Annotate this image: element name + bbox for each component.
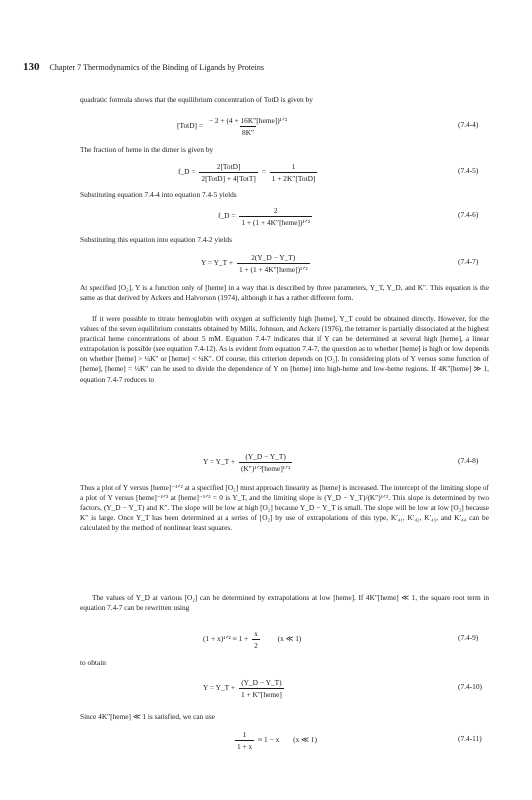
running-title: Chapter 7 Thermodynamics of the Binding of Ligands by Proteins (49, 63, 265, 72)
eq-fraction (235, 730, 254, 751)
eq-denominator: 8K″ (242, 128, 255, 137)
eq-lhs: f_D = (178, 167, 196, 177)
eq-lhs: Y = Y_T + (203, 683, 236, 693)
eq-denominator: 2[TotD] + 4[TotT] (201, 174, 256, 183)
eq-fraction (237, 253, 310, 274)
eq-lhs: (1 + x)¹ᐟ² ≈ 1 + (203, 634, 249, 644)
eq-denominator: 1 + (1 + 4K″[heme])¹ᐟ² (241, 218, 311, 227)
eq-fraction (239, 452, 292, 473)
equation-number: (7.4-10) (458, 682, 483, 691)
eq-lhs: Y = Y_T + (203, 457, 236, 467)
eq-condition: (x ≪ 1) (293, 735, 317, 745)
paragraph-8: The values of Y_D at various [O₂] can be determined by extrapolations at low [heme]. If 4K″[heme] ≪ 1, the square root term in equation 7.4-7 can be rewritten using (80, 593, 489, 613)
eq-numerator: 2 (273, 206, 278, 215)
eq-fraction (270, 162, 318, 183)
eq-equals: = (261, 167, 266, 177)
equation-7-4-9 (203, 629, 301, 650)
eq-numerator: (Y_D − Y_T) (241, 678, 282, 687)
eq-numerator: (Y_D − Y_T) (245, 452, 286, 461)
eq-numerator: 1 (291, 162, 296, 171)
eq-numerator: x (254, 629, 258, 638)
eq-lhs: f_D = (218, 211, 236, 221)
paragraph-5: At specified [O₂], Y is a function only of [heme] in a way that is described by three parameters, Y_T, Y_D, and K″. This equation is the same as that derived by Ackers and Halvorson (1974), although it has a rather different form. (80, 283, 489, 303)
eq-fraction (207, 116, 289, 137)
equation-number: (7.4-9) (458, 633, 479, 642)
eq-fraction (199, 162, 257, 183)
page-number: 130 (23, 61, 40, 73)
eq-fraction (239, 678, 284, 699)
paragraph-6: If it were possible to titrate hemoglobin with oxygen at sufficiently high [heme], Y_T could be obtained directly. However, for the values of the seven equilibrium constants obtained by Mills, Johnson, and Ackers (1976), the tetramer is partially dissociated at the highest practical heme concentrations of about 5 mM. Equation 7.4-7 indicates that if Y can be determined at several high [heme], a linear extrapolation is possible (see equation 7.4-12). As is evident from equation 7.4-7, the question as to whether [heme] is high or low depends on whether [heme] > ¼K″ or [heme] < ¼K″. Of course, this criterion depends on [O₂]. In considering plots of Y versus some function of [heme], [heme] = ¼K″ can be used to divide the dependence of Y on [heme] into high-heme and low-heme regions. If 4K″[heme] ≫ 1, equation 7.4-7 reduces to (80, 314, 489, 384)
equation-number: (7.4-11) (458, 734, 482, 743)
paragraph-4: Substituting this equation into equation 7.4-2 yields (80, 235, 232, 244)
eq-denominator: 1 + (1 + 4K″[heme])¹ᐟ² (238, 265, 308, 274)
eq-denominator: 2 (254, 641, 258, 650)
equation-7-4-5 (178, 162, 319, 183)
equation-7-4-11 (233, 730, 317, 751)
eq-condition: (x ≪ 1) (277, 634, 302, 644)
eq-numerator: 2[TotD] (216, 162, 241, 171)
eq-denominator: 1 + x (237, 742, 253, 751)
paragraph-2: The fraction of heme in the dimer is given by (80, 145, 214, 154)
paragraph-9: to obtain (80, 658, 106, 667)
eq-numerator: − 2 + (4 + 16K″[heme])¹ᐟ² (208, 116, 288, 125)
equation-number: (7.4-6) (458, 210, 479, 219)
eq-lhs: [TotD] = (177, 121, 204, 131)
equation-7-4-8 (203, 452, 294, 473)
equation-7-4-10 (203, 678, 286, 699)
eq-denominator: 1 + K″[heme] (240, 690, 282, 699)
eq-numerator: 1 (242, 730, 247, 739)
eq-lhs: Y = Y_T + (201, 258, 234, 268)
equation-7-4-4 (177, 116, 291, 137)
eq-fraction (239, 206, 312, 227)
equation-number: (7.4-8) (458, 456, 479, 465)
paragraph-1: quadratic formula shows that the equilibrium concentration of TotD is given by (80, 95, 313, 104)
paragraph-3: Substituting equation 7.4-4 into equation 7.4-5 yields (80, 190, 237, 199)
eq-rhs: ≈ 1 − x (258, 735, 280, 745)
eq-denominator: 1 + 2K″[TotD] (271, 174, 316, 183)
page-header (23, 61, 264, 73)
equation-number: (7.4-4) (458, 120, 479, 129)
eq-fraction (252, 629, 260, 650)
eq-denominator: (K″)¹ᐟ²[heme]¹ᐟ² (240, 464, 291, 473)
equation-number: (7.4-7) (458, 257, 479, 266)
paragraph-10: Since 4K″[heme] ≪ 1 is satisfied, we can use (80, 712, 215, 721)
equation-number: (7.4-5) (458, 166, 479, 175)
equation-7-4-7 (201, 253, 312, 274)
paragraph-7: Thus a plot of Y versus [heme]⁻¹ᐟ² at a specified [O₂] must approach linearity as [heme] is increased. The intercept of the limiting slope of a plot of Y versus [heme]⁻¹ᐟ² at [heme]⁻¹ᐟ² = 0 is Y_T, and the limiting slope is (Y_D − Y_T)/(K″)¹ᐟ². This slope is determined by two factors, (Y_D − Y_T) and K″. The slope will be low at high [O₂] because Y_D − Y_T is small. The slope will be low at low [O₂] because K″ is large. Once Y_T has been determined at a series of [O₂] by use of extrapolations of this type, K′₄₁, K′₄₂, K′₄₃, and K′₄₄ can be calculated by the method of nonlinear least squares. (80, 483, 489, 533)
equation-7-4-6 (218, 206, 314, 227)
eq-numerator: 2(Y_D − Y_T) (251, 253, 296, 262)
